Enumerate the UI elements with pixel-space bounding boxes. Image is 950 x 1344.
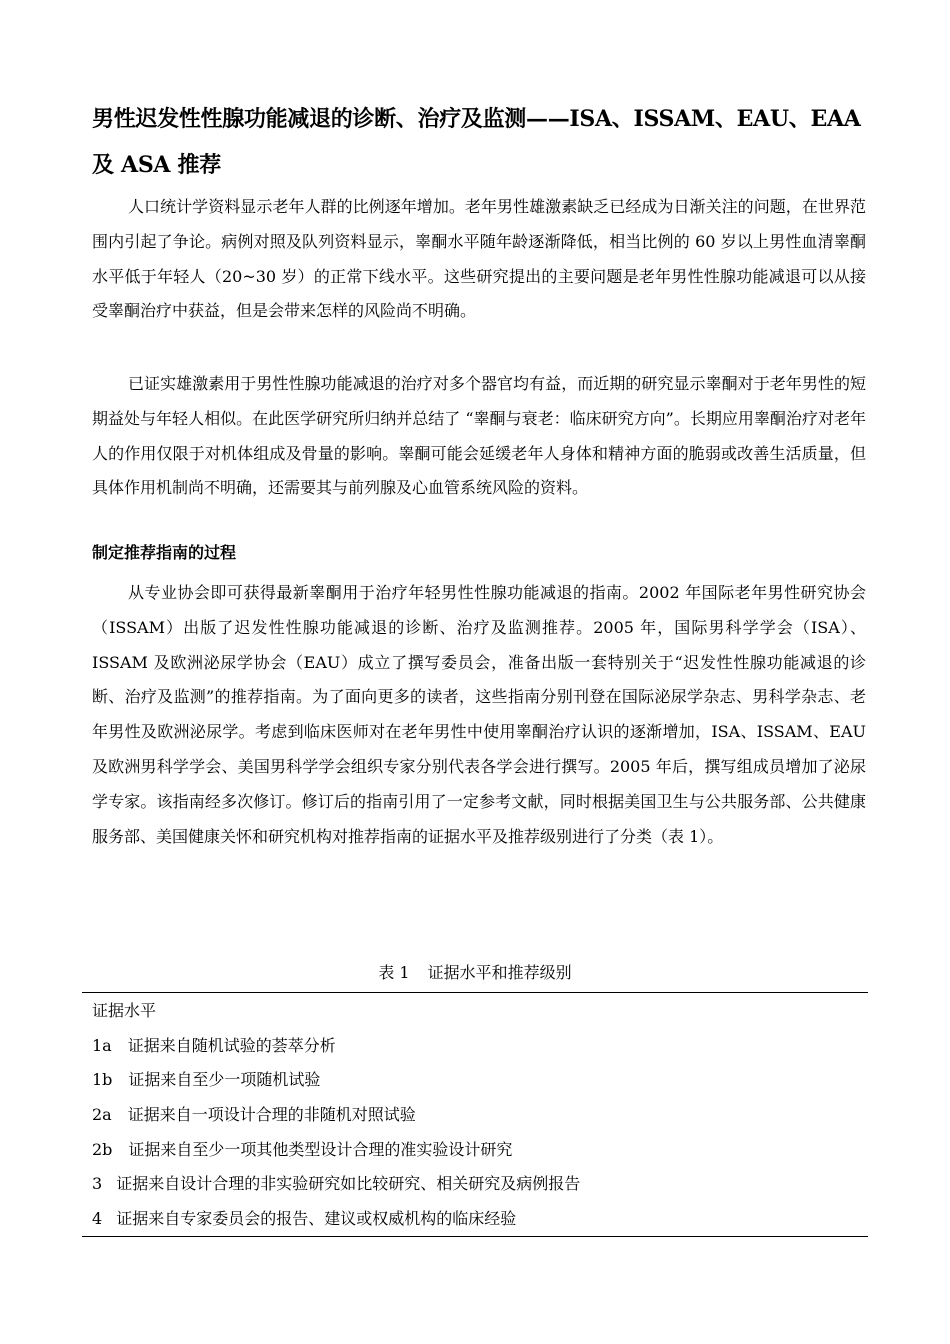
paragraph-intro: 人口统计学资料显示老年人群的比例逐年增加。老年男性雄激素缺乏已经成为日渐关注的问题，在世界范围内引起了争论。病例对照及队列资料显示，睾酮水平随年龄逐渐降低，相当比例的 60 岁以上男性血清睾酮水平低于年轻人（20~30 岁）的正常下线水平。这些研究提出的主要问题是老年男性性腺功能减退可以从接受睾酮治疗中获益，但是会带来怎样的风险尚不明确。 xyxy=(92,197,866,321)
table-top-rule xyxy=(82,992,868,993)
evidence-level: 4 xyxy=(92,1209,103,1229)
evidence-level: 2a xyxy=(92,1105,112,1125)
paragraph-androgen-benefits: 已证实雄激素用于男性性腺功能减退的治疗对多个器官均有益，而近期的研究显示睾酮对于老年男性的短期益处与年轻人相似。在此医学研究所归纳并总结了 “睾酮与衰老：临床研究方向”。长期应用睾酮治疗对老年人的作用仅限于对机体组成及骨量的影响。睾酮可能会延缓老年人身体和精神方面的脆弱或改善生活质量，但具体作用机制尚不明确，还需要其与前列腺及心血管系统风险的资料。 xyxy=(92,374,866,498)
evidence-level-table xyxy=(92,996,862,1239)
evidence-description: 证据来自专家委员会的报告、建议或权威机构的临床经验 xyxy=(116,1209,517,1229)
table-caption-title: 证据水平和推荐级别 xyxy=(427,963,572,982)
evidence-description: 证据来自至少一项其他类型设计合理的准实验设计研究 xyxy=(128,1139,513,1159)
table-caption xyxy=(0,958,950,988)
evidence-description: 证据来自至少一项随机试验 xyxy=(128,1070,321,1090)
paragraph-guideline-process: 从专业协会即可获得最新睾酮用于治疗年轻男性性腺功能减退的指南。2002 年国际老年男性研究协会（ISSAM）出版了迟发性性腺功能减退的诊断、治疗及监测推荐。2005 年，国际男科学学会（ISA）、ISSAM 及欧洲泌尿学协会（EAU）成立了撰写委员会，准备出版一套特别关于“迟发性性腺功能减退的诊断、治疗及监测”的推荐指南。为了面向更多的读者，这些指南分别刊登在国际泌尿学杂志、男科学杂志、老年男性及欧洲泌尿学。考虑到临床医师对在老年男性中使用睾酮治疗认识的逐渐增加，ISA、ISSAM、EAU 及欧洲男科学学会、美国男科学学会组织专家分别代表各学会进行撰写。2005 年后，撰写组成员增加了泌尿学专家。该指南经多次修订。修订后的指南引用了一定参考文献，同时根据美国卫生与公共服务部、公共健康服务部、美国健康关怀和研究机构对推荐指南的证据水平及推荐级别进行了分类（表 1）。 xyxy=(92,583,866,846)
table-header: 证据水平 xyxy=(92,1001,157,1020)
evidence-level: 2b xyxy=(92,1139,113,1159)
table-row xyxy=(92,1135,862,1170)
evidence-level: 1b xyxy=(92,1070,113,1090)
evidence-level: 3 xyxy=(92,1174,103,1194)
table-row xyxy=(92,1169,862,1204)
evidence-description: 证据来自一项设计合理的非随机对照试验 xyxy=(127,1105,416,1125)
table-bottom-rule xyxy=(82,1236,868,1237)
table-caption-number: 表 1 xyxy=(378,963,410,982)
table-row xyxy=(92,1031,862,1066)
document-title: 男性迟发性性腺功能减退的诊断、治疗及监测——ISA、ISSAM、EAU、EAA 及 ASA 推荐 xyxy=(92,106,861,178)
evidence-description: 证据来自随机试验的荟萃分析 xyxy=(127,1035,336,1055)
table-row xyxy=(92,1204,862,1239)
section-heading: 制定推荐指南的过程 xyxy=(92,543,237,562)
table-row xyxy=(92,1100,862,1135)
table-row xyxy=(92,1065,862,1100)
evidence-level: 1a xyxy=(92,1035,112,1055)
evidence-description: 证据来自设计合理的非实验研究如比较研究、相关研究及病例报告 xyxy=(116,1174,581,1194)
